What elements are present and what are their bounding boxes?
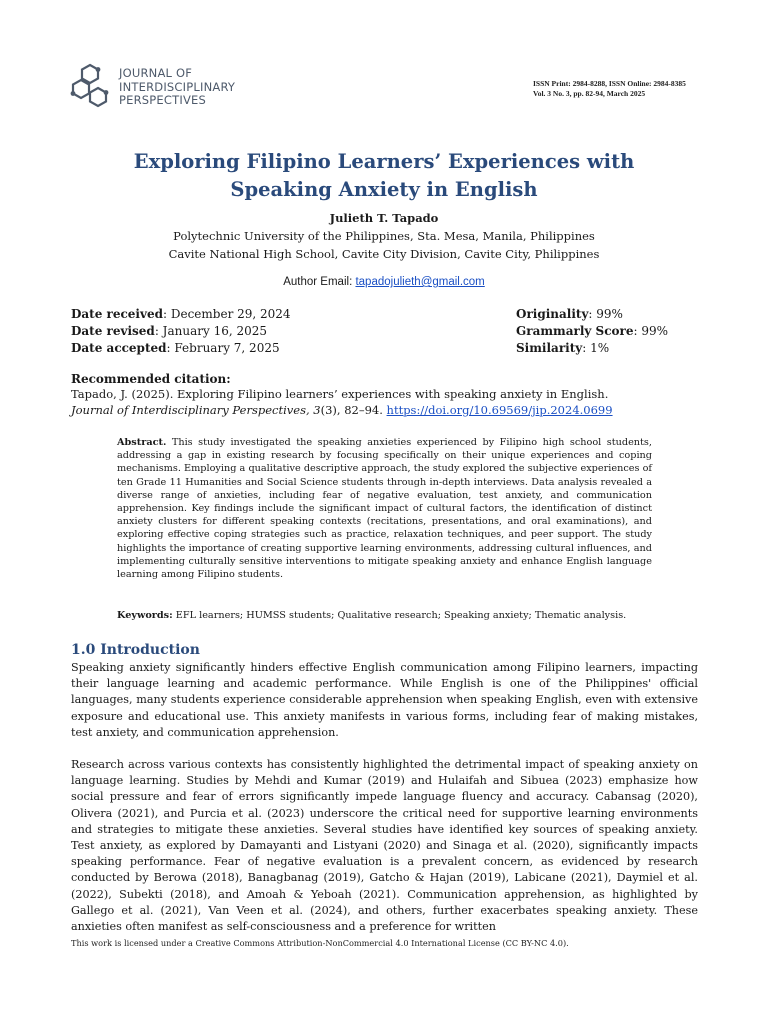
intro-paragraph-2: Research across various contexts has consistently highlighted the detrimental impact of speaking anxiety on language learning. Studies by Mehdi and Kumar (2019) and Hulaifah and Sibuea (2023) emphasize how social pressure and fear of errors significantly impede language fluency and accuracy. Cabansag (2020), Olivera (2021), and Purcia et al. (2023) underscore the critical need for supportive learning environments and strategies to mitigate these anxieties. Several studies have identified key sources of speaking anxiety. Test anxiety, as explored by Damayanti and Listyani (2020) and Sinaga et al. (2020), significantly impacts speaking performance. Fear of negative evaluation is a prevalent concern, as evidenced by research conducted by Berowa (2018), Banagbanag (2019), Gatcho & Hajan (2019), Labicane (2021), Daymiel et al. (2022), Subekti (2018), and Amoah & Yeboah (2021). Communication apprehension, as highlighted by Gallego et al. (2021), Van Veen et al. (2024), and others, further exacerbates speaking anxiety. These anxieties often manifest as self-consciousness and a preference for written — [71, 758, 698, 934]
abstract-label: Abstract. — [117, 437, 167, 448]
email-label: Author Email: — [283, 276, 356, 288]
title-line-2: Speaking Anxiety in English — [230, 178, 538, 201]
section-heading-introduction: 1.0 Introduction — [71, 642, 200, 658]
volume-line: Vol. 3 No. 3, pp. 82-94, March 2025 — [533, 89, 646, 98]
hexagon-logo-icon — [70, 62, 118, 112]
date-received: Date received: December 29, 2024 — [71, 307, 291, 321]
quality-scores — [516, 306, 668, 357]
intro-paragraph-1: Speaking anxiety significantly hinders effective English communication among Filipino learners, impacting their language learning and academic performance. While English is one of the Philippines' official languages, many students experience considerable apprehension when speaking English, even with extensive exposure and educational use. This anxiety manifests in various forms, including fear of making mistakes, test anxiety, and communication apprehension. — [71, 661, 698, 739]
article-title — [70, 148, 698, 204]
keywords — [117, 609, 652, 622]
citation-heading: Recommended citation: — [71, 372, 231, 386]
doi-link[interactable]: https://doi.org/10.69569/jip.2024.0699 — [386, 403, 613, 417]
author-affiliations — [70, 227, 698, 263]
citation-journal: Journal of Interdisciplinary Perspectives, 3 — [71, 403, 321, 417]
abstract-text: This study investigated the speaking anxieties experienced by Filipino high school students, addressing a gap in existing research by focusing specifically on their unique experiences and coping mechanisms. Employing a qualitative descriptive approach, the study explored the subjective experiences of ten Grade 11 Humanities and Social Science students through in-depth interviews. Data analysis revealed a diverse range of anxieties, including fear of negative evaluation, test anxiety, and communication apprehension. Key findings include the significant impact of cultural factors, the identification of distinct anxiety clusters for different speaking contexts (recitations, presentations, and oral examinations), and exploring effective coping strategies such as practice, relaxation techniques, and peer support. The study highlights the importance of creating supportive learning environments, addressing cultural influences, and implementing culturally sensitive interventions to mitigate speaking anxiety and enhance English language learning among Filipino students. — [117, 437, 652, 581]
keywords-text: EFL learners; HUMSS students; Qualitative research; Speaking anxiety; Thematic analysis. — [172, 610, 627, 621]
date-accepted: Date accepted: February 7, 2025 — [71, 341, 280, 355]
affiliation-2: Cavite National High School, Cavite City Division, Cavite City, Philippines — [168, 247, 600, 261]
similarity-score: Similarity: 1% — [516, 341, 610, 355]
author-email — [70, 276, 698, 288]
citation-line-2 — [71, 403, 613, 417]
issn-info — [533, 79, 733, 99]
logo-line-2: INTERDISCIPLINARY — [119, 79, 236, 94]
title-line-1: Exploring Filipino Learners’ Experiences with — [133, 150, 635, 173]
author-name: Julieth T. Tapado — [329, 211, 439, 225]
issn-line: ISSN Print: 2984-8288, ISSN Online: 2984-8385 — [533, 79, 686, 88]
keywords-label: Keywords: — [117, 610, 173, 621]
logo-wordmark — [119, 67, 235, 108]
affiliation-1: Polytechnic University of the Philippines, Sta. Mesa, Manila, Philippines — [173, 229, 595, 243]
abstract — [117, 436, 652, 581]
date-revised: Date revised: January 16, 2025 — [71, 324, 268, 338]
citation-line-1: Tapado, J. (2025). Exploring Filipino learners’ experiences with speaking anxiety in English. — [71, 387, 609, 401]
submission-dates — [71, 306, 291, 357]
logo-line-3: PERSPECTIVES — [119, 93, 206, 107]
grammarly-score: Grammarly Score: 99% — [516, 324, 669, 338]
journal-logo — [70, 62, 240, 112]
citation-issue: (3), 82–94. — [320, 403, 387, 417]
logo-line-1: JOURNAL OF — [119, 66, 193, 80]
email-link[interactable]: tapadojulieth@gmail.com — [355, 276, 485, 288]
originality-score: Originality: 99% — [516, 307, 623, 321]
license-footer: This work is licensed under a Creative Commons Attribution-NonCommercial 4.0 International License (CC BY-NC 4.0). — [71, 938, 569, 948]
